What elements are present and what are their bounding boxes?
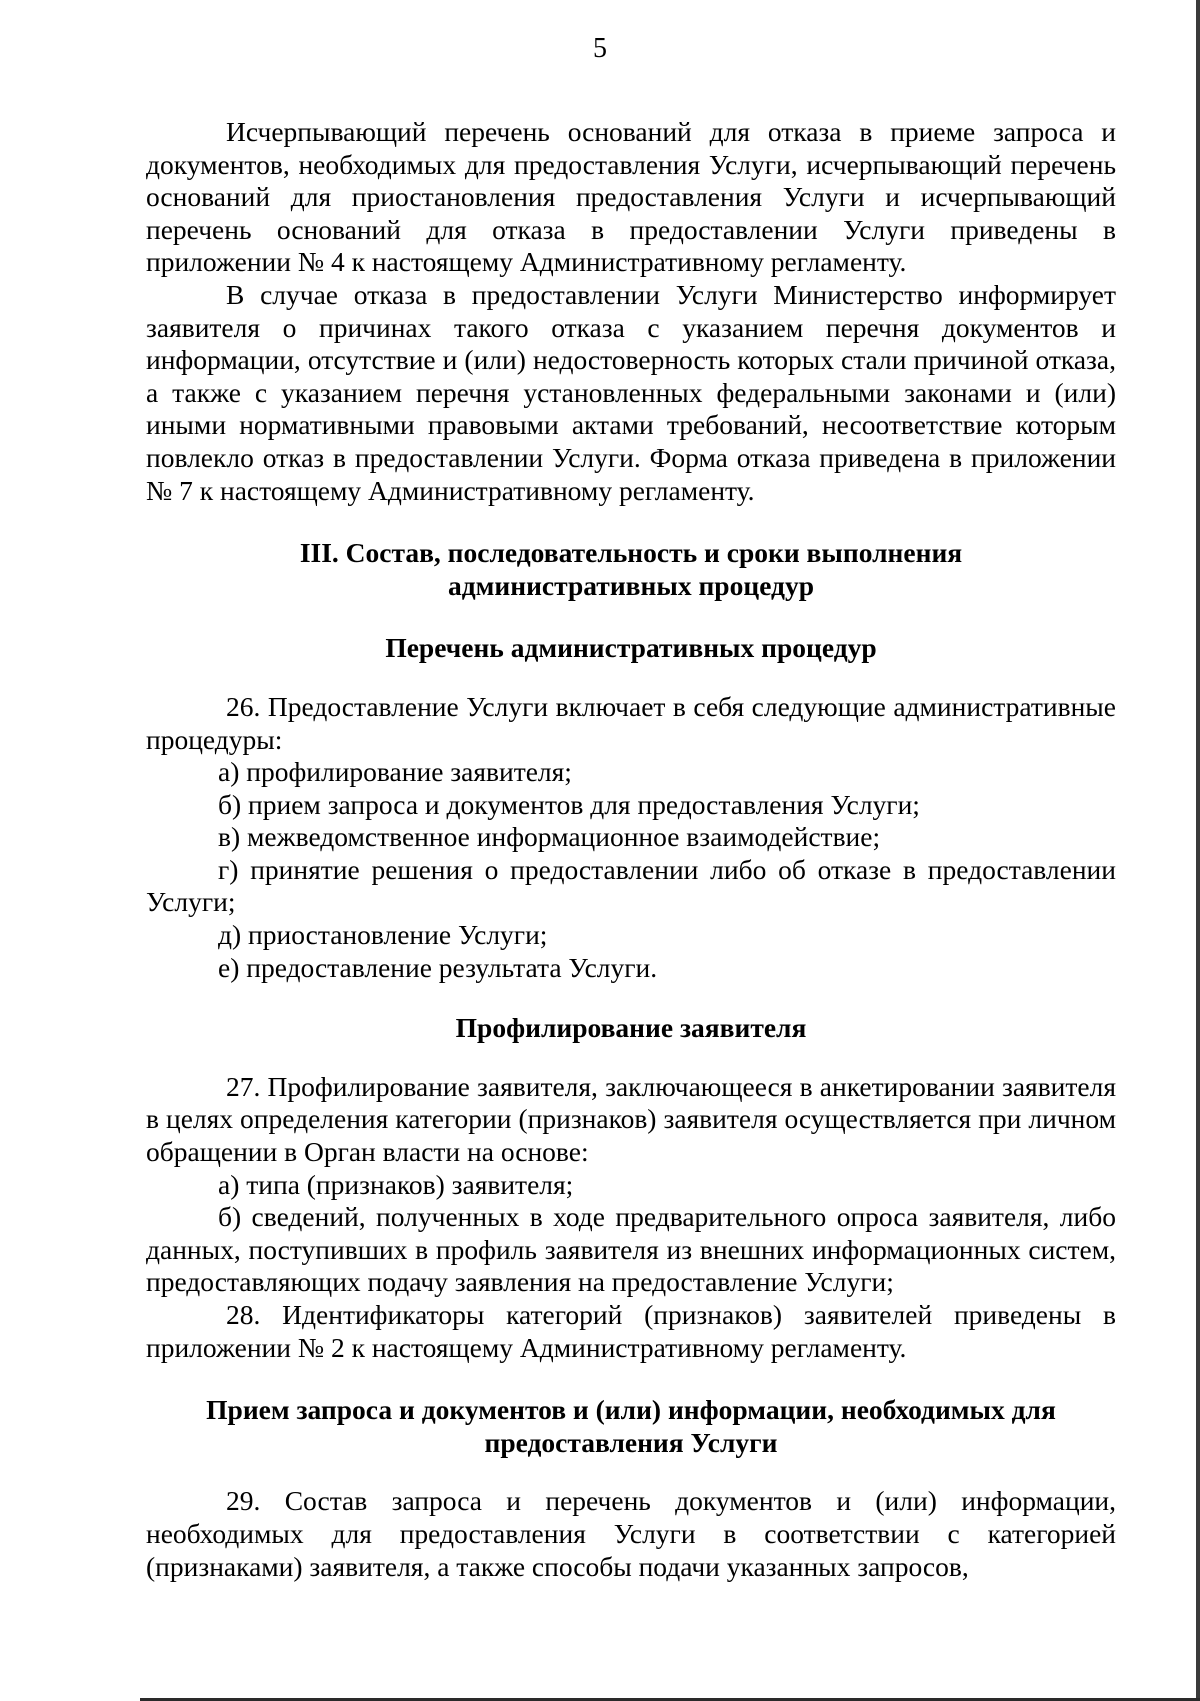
subheading-profiling: Профилирование заявителя bbox=[455, 1012, 807, 1044]
paragraph-refusal-notice: В случае отказа в предоставлении Услуги Министерство информирует заявителя о причинах такого отказа с указанием перечня документов и информации, отсутствие и (или) недостоверность которых стали причиной отказа, а также с указанием перечня установленных федеральными законами и (или) иными нормативными правовыми актами требований, несоответствие которым повлекло отказ в предоставлении Услуги. Форма отказа приведена в приложении № 7 к настоящему Административному регламенту. bbox=[146, 278, 1116, 506]
section-heading-line2: административных процедур bbox=[448, 569, 814, 601]
subheading-request-acceptance bbox=[146, 1394, 1116, 1459]
paragraph-refusal-grounds: Исчерпывающий перечень оснований для отказа в приеме запроса и документов, необходимых для предоставления Услуги, исчерпывающий перечень оснований для приостановления предоставления Услуги и исчерпывающий перечень оснований для отказа в предоставлении Услуги приведены в приложении № 4 к настоящему Административному регламенту. bbox=[146, 116, 1116, 278]
subheading-request-line2: предоставления Услуги bbox=[484, 1426, 778, 1458]
list-item: б) прием запроса и документов для предоставления Услуги; bbox=[218, 788, 920, 820]
subheading-procedures-list: Перечень административных процедур bbox=[385, 632, 877, 664]
section-heading-iii bbox=[146, 537, 1116, 602]
list-item: е) предоставление результата Услуги. bbox=[218, 951, 658, 983]
document-body bbox=[146, 116, 1116, 1583]
paragraph-27: 27. Профилирование заявителя, заключающееся в анкетировании заявителя в целях определения категории (признаков) заявителя осуществляется при личном обращении в Орган власти на основе: bbox=[146, 1070, 1116, 1168]
list-item: в) межведомственное информационное взаимодействие; bbox=[218, 821, 881, 853]
list-item: б) сведений, полученных в ходе предварительного опроса заявителя, либо данных, поступивших в профиль заявителя из внешних информационных систем, предоставляющих подачу заявления на предоставление Услуги; bbox=[146, 1201, 1116, 1298]
subheading-request-line1: Прием запроса и документов и (или) информации, необходимых для bbox=[206, 1394, 1056, 1426]
paragraph-26: 26. Предоставление Услуги включает в себя следующие административные процедуры: bbox=[146, 690, 1116, 755]
scan-edge-right bbox=[1196, 0, 1200, 1701]
list-item: г) принятие решения о предоставлении либо об отказе в предоставлении Услуги; bbox=[146, 853, 1116, 918]
section-heading-line1: III. Состав, последовательность и сроки выполнения bbox=[299, 537, 963, 569]
page-number: 5 bbox=[593, 33, 607, 64]
list-item: а) типа (признаков) заявителя; bbox=[218, 1168, 574, 1200]
list-item: д) приостановление Услуги; bbox=[218, 919, 548, 951]
paragraph-28: 28. Идентификаторы категорий (признаков) заявителей приведены в приложении № 2 к настоящему Административному регламенту. bbox=[146, 1299, 1116, 1363]
paragraph-29: 29. Состав запроса и перечень документов и (или) информации, необходимых для предоставления Услуги в соответствии с категорией (признаками) заявителя, а также способы подачи указанных запросов, bbox=[146, 1485, 1116, 1582]
list-item: а) профилирование заявителя; bbox=[218, 756, 572, 788]
